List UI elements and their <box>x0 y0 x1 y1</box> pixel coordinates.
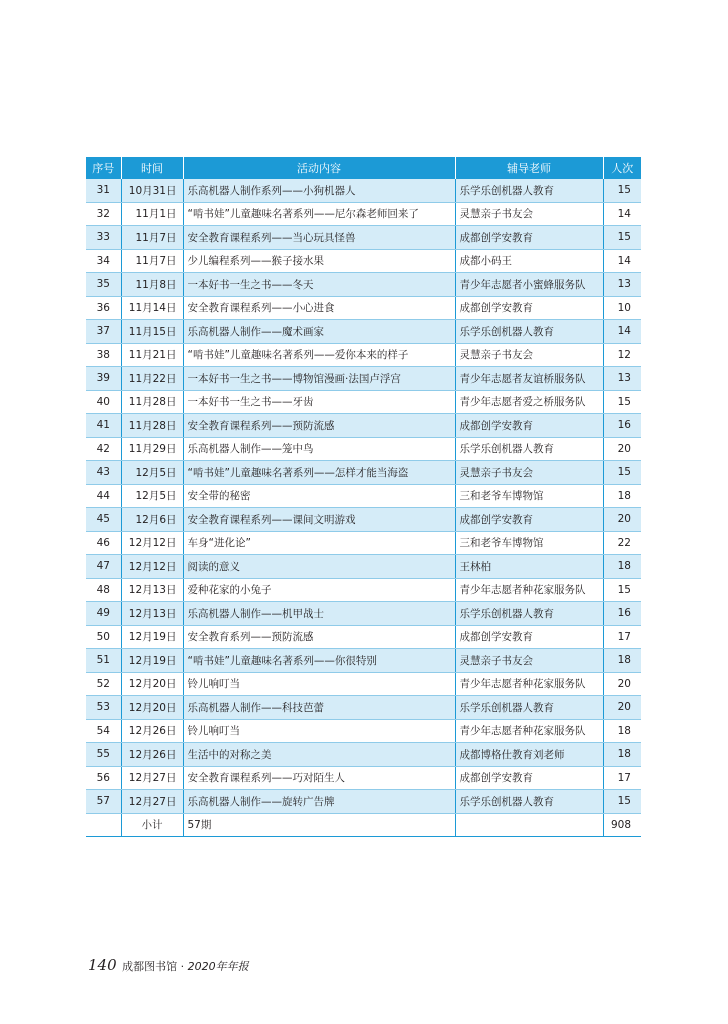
cell-attendance: 22 <box>603 531 641 555</box>
cell-date: 12月19日 <box>121 649 183 673</box>
cell-attendance: 20 <box>603 437 641 461</box>
cell-attendance: 13 <box>603 367 641 391</box>
cell-activity: 乐高机器人制作——魔术画家 <box>183 320 455 344</box>
cell-date: 11月28日 <box>121 414 183 438</box>
cell-attendance: 18 <box>603 555 641 579</box>
header-activity: 活动内容 <box>183 157 455 179</box>
table-row <box>86 578 641 602</box>
cell-attendance: 14 <box>603 249 641 273</box>
footer-year-report: 2020年年报 <box>187 960 249 973</box>
cell-teacher: 青少年志愿者种花家服务队 <box>455 578 603 602</box>
cell-index: 44 <box>86 484 121 508</box>
cell-attendance: 20 <box>603 672 641 696</box>
table-row <box>86 625 641 649</box>
cell-activity: 一本好书一生之书——牙齿 <box>183 390 455 414</box>
total-label: 小计 <box>121 813 183 837</box>
table-row <box>86 202 641 226</box>
table-row <box>86 179 641 202</box>
table-row <box>86 484 641 508</box>
cell-index: 55 <box>86 743 121 767</box>
cell-teacher: 灵慧亲子书友会 <box>455 461 603 485</box>
cell-activity: 乐高机器人制作——笼中鸟 <box>183 437 455 461</box>
cell-activity: 少儿编程系列——猴子接水果 <box>183 249 455 273</box>
table-row <box>86 555 641 579</box>
cell-activity: 安全教育课程系列——当心玩具怪兽 <box>183 226 455 250</box>
table-body <box>86 179 641 837</box>
cell-teacher: 青少年志愿者友谊桥服务队 <box>455 367 603 391</box>
cell-activity: 车身“进化论” <box>183 531 455 555</box>
cell-index: 41 <box>86 414 121 438</box>
cell-teacher: 青少年志愿者小蜜蜂服务队 <box>455 273 603 297</box>
cell-date: 12月20日 <box>121 696 183 720</box>
cell-index: 51 <box>86 649 121 673</box>
cell-attendance: 18 <box>603 743 641 767</box>
cell-index: 38 <box>86 343 121 367</box>
cell-index: 49 <box>86 602 121 626</box>
cell-date: 10月31日 <box>121 179 183 202</box>
cell-date: 12月6日 <box>121 508 183 532</box>
cell-teacher: 成都创学安教育 <box>455 226 603 250</box>
cell-attendance: 12 <box>603 343 641 367</box>
total-empty-teacher <box>455 813 603 837</box>
cell-date: 12月5日 <box>121 461 183 485</box>
total-content: 57期 <box>183 813 455 837</box>
cell-teacher: 成都创学安教育 <box>455 625 603 649</box>
table-row <box>86 790 641 814</box>
cell-activity: 一本好书一生之书——冬天 <box>183 273 455 297</box>
cell-activity: 铃儿响叮当 <box>183 719 455 743</box>
cell-activity: “啃书娃”儿童趣味名著系列——怎样才能当海盗 <box>183 461 455 485</box>
cell-date: 11月14日 <box>121 296 183 320</box>
table-row <box>86 367 641 391</box>
table-row <box>86 531 641 555</box>
cell-date: 11月28日 <box>121 390 183 414</box>
header-teacher: 辅导老师 <box>455 157 603 179</box>
cell-index: 35 <box>86 273 121 297</box>
cell-index: 50 <box>86 625 121 649</box>
cell-activity: 生活中的对称之美 <box>183 743 455 767</box>
table-row <box>86 320 641 344</box>
cell-index: 32 <box>86 202 121 226</box>
cell-date: 12月12日 <box>121 531 183 555</box>
table-row <box>86 461 641 485</box>
cell-date: 12月26日 <box>121 719 183 743</box>
page-number: 140 <box>88 956 117 974</box>
cell-teacher: 灵慧亲子书友会 <box>455 343 603 367</box>
cell-index: 42 <box>86 437 121 461</box>
cell-attendance: 17 <box>603 766 641 790</box>
cell-teacher: 成都创学安教育 <box>455 766 603 790</box>
cell-teacher: 成都创学安教育 <box>455 414 603 438</box>
cell-date: 11月21日 <box>121 343 183 367</box>
cell-date: 12月13日 <box>121 578 183 602</box>
table-row <box>86 249 641 273</box>
total-count: 908 <box>603 813 641 837</box>
cell-date: 11月7日 <box>121 249 183 273</box>
cell-date: 11月8日 <box>121 273 183 297</box>
cell-index: 57 <box>86 790 121 814</box>
cell-index: 56 <box>86 766 121 790</box>
cell-index: 48 <box>86 578 121 602</box>
cell-index: 52 <box>86 672 121 696</box>
table-row <box>86 226 641 250</box>
cell-attendance: 15 <box>603 390 641 414</box>
cell-activity: “啃书娃”儿童趣味名著系列——爱你本来的样子 <box>183 343 455 367</box>
table-row <box>86 437 641 461</box>
cell-activity: 安全教育课程系列——预防流感 <box>183 414 455 438</box>
cell-attendance: 13 <box>603 273 641 297</box>
cell-index: 40 <box>86 390 121 414</box>
cell-activity: 安全带的秘密 <box>183 484 455 508</box>
cell-teacher: 三和老爷车博物馆 <box>455 484 603 508</box>
cell-activity: 爱种花家的小兔子 <box>183 578 455 602</box>
table-row <box>86 273 641 297</box>
cell-index: 53 <box>86 696 121 720</box>
table-row <box>86 343 641 367</box>
cell-attendance: 18 <box>603 484 641 508</box>
cell-attendance: 15 <box>603 179 641 202</box>
cell-teacher: 乐学乐创机器人教育 <box>455 696 603 720</box>
cell-index: 46 <box>86 531 121 555</box>
cell-teacher: 成都创学安教育 <box>455 508 603 532</box>
cell-date: 11月22日 <box>121 367 183 391</box>
cell-date: 11月29日 <box>121 437 183 461</box>
cell-attendance: 15 <box>603 578 641 602</box>
cell-teacher: 乐学乐创机器人教育 <box>455 790 603 814</box>
table-row <box>86 743 641 767</box>
cell-attendance: 15 <box>603 461 641 485</box>
footer-book-title: 成都图书馆 <box>122 960 178 973</box>
cell-activity: 一本好书一生之书——博物馆漫画·法国卢浮宫 <box>183 367 455 391</box>
cell-index: 37 <box>86 320 121 344</box>
cell-date: 12月26日 <box>121 743 183 767</box>
cell-attendance: 10 <box>603 296 641 320</box>
cell-attendance: 16 <box>603 414 641 438</box>
cell-date: 12月19日 <box>121 625 183 649</box>
header-date: 时间 <box>121 157 183 179</box>
header-index: 序号 <box>86 157 121 179</box>
table-row <box>86 390 641 414</box>
cell-activity: 安全教育课程系列——小心进食 <box>183 296 455 320</box>
cell-attendance: 20 <box>603 696 641 720</box>
cell-teacher: 青少年志愿者种花家服务队 <box>455 719 603 743</box>
cell-index: 45 <box>86 508 121 532</box>
cell-activity: 乐高机器人制作系列——小狗机器人 <box>183 179 455 202</box>
activity-table <box>86 157 641 837</box>
table-row <box>86 649 641 673</box>
table-row <box>86 602 641 626</box>
cell-attendance: 15 <box>603 226 641 250</box>
footer-separator: · <box>180 960 185 973</box>
cell-activity: 安全教育课程系列——课间文明游戏 <box>183 508 455 532</box>
cell-teacher: 王林柏 <box>455 555 603 579</box>
cell-activity: 铃儿响叮当 <box>183 672 455 696</box>
cell-date: 12月27日 <box>121 790 183 814</box>
cell-activity: 安全教育系列——预防流感 <box>183 625 455 649</box>
cell-index: 43 <box>86 461 121 485</box>
table-row <box>86 672 641 696</box>
cell-teacher: 灵慧亲子书友会 <box>455 202 603 226</box>
table-row <box>86 296 641 320</box>
cell-teacher: 三和老爷车博物馆 <box>455 531 603 555</box>
cell-teacher: 青少年志愿者爱之桥服务队 <box>455 390 603 414</box>
table-header-row <box>86 157 641 179</box>
cell-index: 34 <box>86 249 121 273</box>
cell-attendance: 20 <box>603 508 641 532</box>
table-row <box>86 766 641 790</box>
cell-attendance: 18 <box>603 649 641 673</box>
cell-teacher: 乐学乐创机器人教育 <box>455 437 603 461</box>
cell-activity: 乐高机器人制作——机甲战士 <box>183 602 455 626</box>
cell-teacher: 青少年志愿者种花家服务队 <box>455 672 603 696</box>
cell-teacher: 成都博格仕教育刘老师 <box>455 743 603 767</box>
cell-date: 12月13日 <box>121 602 183 626</box>
cell-attendance: 14 <box>603 320 641 344</box>
cell-index: 54 <box>86 719 121 743</box>
cell-index: 33 <box>86 226 121 250</box>
cell-activity: 乐高机器人制作——旋转广告牌 <box>183 790 455 814</box>
cell-teacher: 乐学乐创机器人教育 <box>455 179 603 202</box>
cell-attendance: 15 <box>603 790 641 814</box>
cell-activity: 乐高机器人制作——科技芭蕾 <box>183 696 455 720</box>
table-row <box>86 696 641 720</box>
page-footer <box>88 956 249 974</box>
cell-teacher: 乐学乐创机器人教育 <box>455 602 603 626</box>
cell-teacher: 成都创学安教育 <box>455 296 603 320</box>
table-row <box>86 414 641 438</box>
table-row <box>86 508 641 532</box>
cell-date: 11月15日 <box>121 320 183 344</box>
cell-attendance: 14 <box>603 202 641 226</box>
cell-date: 12月20日 <box>121 672 183 696</box>
cell-teacher: 乐学乐创机器人教育 <box>455 320 603 344</box>
cell-index: 39 <box>86 367 121 391</box>
cell-attendance: 17 <box>603 625 641 649</box>
cell-attendance: 18 <box>603 719 641 743</box>
cell-teacher: 成都小码王 <box>455 249 603 273</box>
cell-date: 11月7日 <box>121 226 183 250</box>
cell-date: 12月12日 <box>121 555 183 579</box>
cell-attendance: 16 <box>603 602 641 626</box>
cell-activity: “啃书娃”儿童趣味名著系列——你很特别 <box>183 649 455 673</box>
cell-index: 31 <box>86 179 121 202</box>
header-attendance: 人次 <box>603 157 641 179</box>
table-row <box>86 719 641 743</box>
cell-date: 12月5日 <box>121 484 183 508</box>
cell-teacher: 灵慧亲子书友会 <box>455 649 603 673</box>
cell-index: 47 <box>86 555 121 579</box>
cell-date: 12月27日 <box>121 766 183 790</box>
cell-date: 11月1日 <box>121 202 183 226</box>
cell-index: 36 <box>86 296 121 320</box>
cell-activity: 安全教育课程系列——巧对陌生人 <box>183 766 455 790</box>
cell-activity: “啃书娃”儿童趣味名著系列——尼尔森老师回来了 <box>183 202 455 226</box>
total-empty-cell <box>86 813 121 837</box>
cell-activity: 阅读的意义 <box>183 555 455 579</box>
table-total-row <box>86 813 641 837</box>
